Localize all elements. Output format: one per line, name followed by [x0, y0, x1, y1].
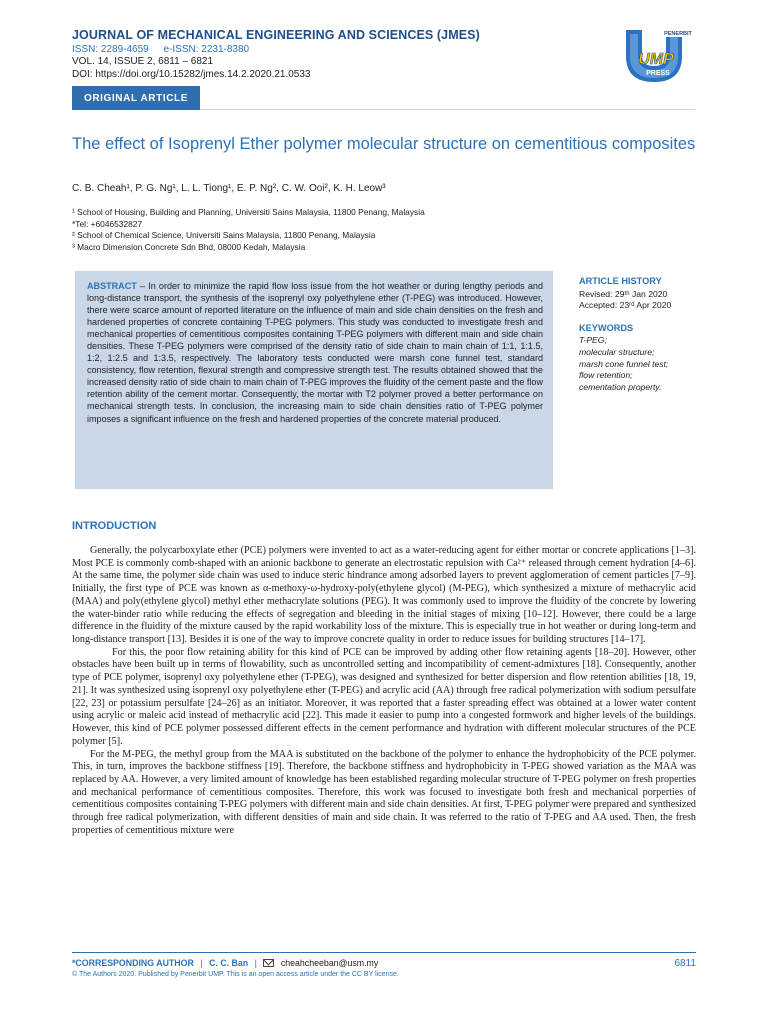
keyword-item: molecular structure;	[579, 346, 655, 357]
page-footer	[72, 958, 696, 978]
copyright-notice: © The Authors 2020. Published by Penerbit UMP. This is an open access article under the CC BY license.	[72, 971, 399, 978]
introduction-body	[72, 545, 696, 838]
keyword-item: flow retention;	[579, 370, 633, 381]
separator: |	[200, 958, 203, 968]
affiliation-3: ³ Macro Dimension Concrete Sdn Bhd, 08000 Kedah, Malaysia	[72, 241, 306, 252]
affiliation-2: ² School of Chemical Science, Universiti Sains Malaysia, 11800 Penang, Malaysia	[72, 230, 376, 241]
svg-text:UMP: UMP	[638, 51, 674, 68]
issn: ISSN: 2289-4659	[72, 44, 149, 55]
corresponding-author-line	[72, 958, 696, 968]
author-list: C. B. Cheah¹, P. G. Ng¹, L. L. Tiong¹, E. P. Ng², C. W. Ooi², K. H. Leow³	[72, 183, 386, 194]
svg-text:PENERBIT: PENERBIT	[664, 31, 692, 37]
body-paragraph: Generally, the polycarboxylate ether (PCE) polymers were invented to act as a water-reducing agent for either mortar or concrete applications [1–3]. Most PCE is commonly comb-shaped with an anionic backbone to generate an electrostatic repulsion with Ca²⁺ released through cement hydration [4–6]. At the same time, the polymer side chain was used to induce steric hindrance among adsorbed layers to prevent agglomeration of cement particles [7–9]. Initially, the first type of PCE was known as α-methoxy-ω-hydroxy-poly(ethylene glycol) (M-PEG), which synthesized a mixture of methacrylic acid (MAA) and poly(ethylene glycol) methyl ether methacrylate solutions (PEG). It was commonly used to improve the fluidity of the concrete by lowering the water-binder ratio while reducing the effects of segregation and bleeding in the initial stages of mixing [10–12]. However, there could be a large difference in the fluidity of the mixture caused by the rapid workability loss of the mixture. This is especially true in hot weather or during long-term and long-distance transport [13]. Besides it is one of the way to improve concrete quality in order to reduce issues for building structures [14–17].	[72, 545, 696, 646]
corresponding-author-name: C. C. Ban	[209, 958, 249, 968]
corresponding-author-label: *CORRESPONDING AUTHOR	[72, 958, 194, 968]
article-type-badge: ORIGINAL ARTICLE	[72, 86, 200, 110]
body-paragraph: For the M-PEG, the methyl group from the MAA is substituted on the backbone of the polymer to enhance the hydrophobicity of the PCE polymer. This, in turn, improves the backbone stiffness [19]. Therefore, the backbone stiffness and hydrophobicity in T-PEG showed variation as the MAA was replaced by AA. However, a very limited amount of knowledge has been established regarding molecular structure of T-PEG polymer on fresh properties and mechanical performance of cementitious composites. Therefore, this work was focused to investigate both fresh and mechanical porperties of cementitious composites containing T-PEG polymers with different main and side chain densities. At first, T-PEG polymer were prepared and synthesized through free radical polymerization, with different densities of main and side chain. It was referred to the ratio of T-PEG and AA used. Then, the fresh properties of cementitious mixture were	[72, 748, 696, 836]
separator: |	[254, 958, 257, 968]
journal-name: JOURNAL OF MECHANICAL ENGINEERING AND SCIENCES (JMES)	[72, 28, 480, 42]
footer-divider	[72, 952, 696, 953]
eissn: e-ISSN: 2231-8380	[163, 44, 250, 55]
journal-header	[72, 28, 632, 81]
accepted-date: Accepted: 23ʳᵈ Apr 2020	[579, 300, 672, 310]
keywords-heading: KEYWORDS	[579, 322, 634, 333]
svg-text:PRESS: PRESS	[646, 70, 670, 77]
page-number: 6811	[674, 958, 696, 969]
issn-line	[72, 44, 632, 55]
paper-title: The effect of Isoprenyl Ether polymer molecular structure on cementitious composites	[72, 135, 696, 153]
author-phone: *Tel: +6046532827	[72, 218, 143, 229]
abstract-text: – In order to minimize the rapid flow loss issue from the hot weather or during lengthy periods and long-distance transport, the synthesis of the isoprenyl oxy polyethylene ether (T-PEG) was introduced. However, there were scarce amount of reported literature on the influence of main and side chain densities on the fresh and hardened properties of concrete containing T-PEG polymers. This study was conducted to investigate fresh and mechanical properties of cementitious composites containing T-PEG polymers with different main and side chain densities. These T-PEG polymers were comprised of the density ratio of side chain to main chain of 1:1, 1:1.5, 1:2, 1:2.5 and 1:3.5, respectively. The laboratory tests conducted were marsh cone funnel test, standard consistency, flow retention, flexural strength and compressive strength test. The results obtained showed that the increased density ratio of side chain to main chain of T-PEG improves the fluidity of the cement paste and the flow retention ability of the cement mortar. Consequently, the mortar with T2 polymer proved a better performance on mechanical strength tests. In conclusion, the increasing main to side chain densities ratio of T-PEG polymer imposes a significant influence on the fresh and hardened properties of the concrete material produced.	[87, 281, 543, 424]
ump-press-logo	[620, 26, 692, 88]
abstract-label: ABSTRACT	[87, 281, 137, 291]
article-sidebar	[579, 276, 709, 394]
keyword-item: cementation property.	[579, 382, 662, 393]
revised-date: Revised: 29ᵗʰ Jan 2020	[579, 288, 668, 299]
affiliation-1: ¹ School of Housing, Building and Planning, Universiti Sains Malaysia, 11800 Penang, Malaysia	[72, 207, 425, 217]
abstract-box	[75, 271, 553, 489]
body-paragraph: For this, the poor flow retaining ability for this kind of PCE can be improved by adding other flow retaining agents [18–20]. However, other obstacles have been built up in terms of flowability, such as uncontrolled setting and incompatibility of cement-admixtures [18]. Consequently, another type of PCE polymer, isoprenyl oxy polyethylene ether (T-PEG), was designed and synthesized for better dispersion and flow retention abilities [18, 19, 21]. It was synthesized using isoprenyl oxy polyethylene ether (T-PEG) and acrylic acid (AA) through free radical polymerization with sodium persulfate [22, 23] or potassium persulfate [24–26] as an initiator. Moreover, it was reported that a faster spreading effect was obtained at a lower water content using acrylic or maleic acid instead of methacrylic acid [22]. This made it easier to pump into a congested formwork and higher levels of the buildings. However, this kind of PCE polymer possessed different effects in the cement performance and hydration with different molecular structures of the PCE polymer [5].	[72, 646, 696, 747]
corresponding-email[interactable]: cheahcheeban@usm.my	[280, 958, 379, 968]
doi-link[interactable]: DOI: https://doi.org/10.15282/jmes.14.2.2020.21.0533	[72, 69, 311, 80]
volume-info: VOL. 14, ISSUE 2, 6811 – 6821	[72, 56, 214, 67]
affiliations	[72, 207, 692, 253]
article-history-heading: ARTICLE HISTORY	[579, 276, 662, 286]
keyword-item: T-PEG;	[579, 335, 607, 345]
envelope-icon	[263, 959, 274, 967]
introduction-heading: INTRODUCTION	[72, 520, 157, 532]
keyword-list	[579, 335, 709, 394]
header-divider	[200, 109, 695, 110]
keyword-item: marsh cone funnel test;	[579, 358, 669, 369]
